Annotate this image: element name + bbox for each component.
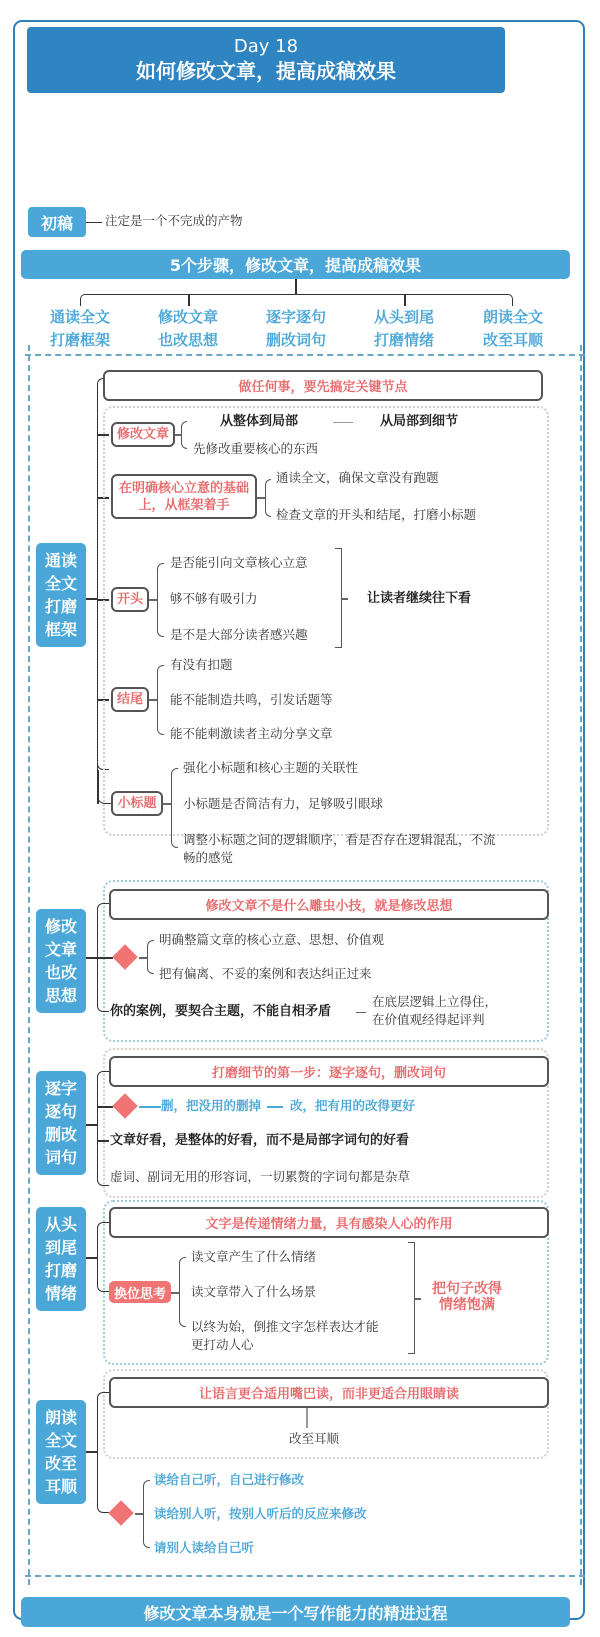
connector	[149, 599, 157, 601]
draft-text: 注定是一个不完成的产物	[105, 213, 243, 228]
weeds-rule: 虚词、副词无用的形容词，一切累赘的字词句都是杂草	[110, 1169, 411, 1184]
tag-line: 词句	[44, 1148, 77, 1167]
framework-item: 通读全文，确保文章没有跑题	[276, 470, 439, 485]
emotion-conclusion	[432, 1281, 502, 1313]
node-ending: 结尾	[111, 687, 149, 712]
section-tag-words	[36, 1071, 86, 1175]
headline-box: 让语言更合适用嘴巴读，而非更适合用眼睛读	[109, 1377, 549, 1408]
connector	[267, 1106, 283, 1108]
footer-banner: 修改文章本身就是一个写作能力的精进过程	[21, 1597, 570, 1627]
tag-line: 通读	[44, 551, 77, 570]
empathy-item: 读文章带入了什么场景	[191, 1284, 317, 1299]
tag-line: 打磨	[44, 1261, 77, 1280]
whole-to-part: 从整体到局部	[220, 414, 299, 429]
connector	[97, 957, 113, 959]
node-empathy: 换位思考	[109, 1281, 171, 1303]
connector	[295, 279, 297, 295]
step-3	[251, 306, 341, 352]
subtitle-item: 调整小标题之间的逻辑顺序，看是否存在逻辑混乱，不流	[183, 832, 496, 847]
ending-item: 能不能制造共鸣，引发话题等	[170, 692, 333, 707]
connector	[163, 803, 171, 805]
connector	[188, 294, 190, 306]
title-banner	[27, 27, 505, 93]
change-rule: 改，把有用的改得更好	[290, 1098, 416, 1113]
connector	[139, 957, 147, 959]
connector	[80, 294, 513, 306]
tag-line: 从头	[44, 1215, 77, 1234]
tag-line: 逐句	[44, 1102, 77, 1121]
read-aloud-item: 请别人读给自己听	[154, 1540, 255, 1555]
connector	[97, 740, 111, 804]
divider	[25, 1575, 585, 1577]
connector	[342, 598, 348, 600]
headline-box: 做任何事，要先搞定关键节点	[103, 370, 543, 401]
tag-line: 逐字	[44, 1079, 77, 1098]
connector	[179, 1257, 186, 1327]
thought-item: 明确整篇文章的核心立意、思想、价值观	[159, 932, 385, 947]
tag-line: 框架	[44, 620, 77, 639]
ending-item: 能不能刺激读者主动分享文章	[170, 726, 333, 741]
opening-item: 够不够有吸引力	[170, 591, 258, 606]
conclusion-line: 情绪饱满	[439, 1297, 495, 1313]
step-4-line2: 打磨情绪	[373, 331, 434, 349]
connector	[356, 1012, 366, 1013]
node-revise: 修改文章	[111, 422, 175, 447]
step-2-line1: 修改文章	[157, 308, 218, 326]
section-tag-read-aloud	[36, 1400, 86, 1504]
headline-box: 修改文章不是什么雕虫小技，就是修改思想	[109, 889, 549, 920]
read-aloud-sub: 改至耳顺	[289, 1431, 340, 1446]
connector	[181, 421, 187, 449]
case-detail: 在价值观经得起评判	[372, 1012, 485, 1027]
section-tag-framework	[36, 543, 86, 647]
tag-line: 思想	[44, 986, 77, 1005]
connector	[306, 1408, 308, 1428]
tag-line: 朗读	[44, 1408, 77, 1427]
connector	[97, 1140, 109, 1142]
connector	[147, 940, 154, 974]
connector	[257, 497, 265, 499]
connector	[171, 1292, 179, 1294]
connector	[157, 563, 164, 637]
thought-item: 把有偏离、不妥的案例和表达纠正过来	[159, 966, 372, 981]
connector	[97, 1222, 109, 1292]
connector	[97, 1392, 109, 1513]
connector	[86, 222, 102, 223]
divider	[580, 345, 582, 1585]
tag-line: 全文	[44, 574, 77, 593]
connector	[408, 1242, 415, 1354]
node-subtitle: 小标题	[111, 791, 163, 816]
step-1-line2: 打磨框架	[49, 331, 110, 349]
connector	[157, 665, 164, 735]
conclusion-line: 把句子改得	[432, 1281, 502, 1297]
revise-sub: 先修改重要核心的东西	[193, 441, 319, 456]
whole-rule: 文章好看，是整体的好看，而不是局部字词句的好看	[110, 1133, 410, 1148]
connector	[135, 1513, 143, 1515]
empathy-item: 读文章产生了什么情绪	[191, 1249, 317, 1264]
connector	[265, 479, 271, 517]
tag-line: 到尾	[44, 1238, 77, 1257]
node-line: 在明确核心立意的基础	[118, 480, 249, 496]
connector	[335, 548, 342, 648]
draft-tag: 初稿	[28, 207, 86, 237]
step-1	[35, 306, 125, 352]
framework-item: 检查文章的开头和结尾，打磨小标题	[276, 507, 477, 522]
connector	[333, 422, 353, 423]
connector	[97, 1071, 109, 1186]
step-3-line2: 删改词句	[265, 331, 326, 349]
connector	[404, 294, 406, 306]
case-detail: 在底层逻辑上立得住，	[372, 994, 498, 1009]
tag-line: 删改	[44, 1125, 77, 1144]
tag-line: 情绪	[44, 1284, 77, 1303]
step-4	[359, 306, 449, 352]
step-2-line2: 也改思想	[157, 331, 218, 349]
connector	[143, 1480, 150, 1548]
step-1-line1: 通读全文	[49, 308, 110, 326]
tag-line: 也改	[44, 963, 77, 982]
divider	[28, 345, 30, 1585]
day-label: Day 18	[233, 36, 299, 57]
subtitle-item: 畅的感觉	[183, 850, 234, 865]
step-4-line1: 从头到尾	[373, 308, 434, 326]
tag-line: 文章	[44, 940, 77, 959]
subtitle-item: 强化小标题和核心主题的关联性	[183, 760, 359, 775]
section-tag-emotion	[36, 1207, 86, 1311]
step-2	[143, 306, 233, 352]
headline-box: 打磨细节的第一步：逐字逐句，删改词句	[109, 1056, 549, 1087]
opening-item: 是不是大部分读者感兴趣	[170, 627, 308, 642]
empathy-item: 以终为始，倒推文字怎样表达才能	[191, 1319, 379, 1334]
tag-line: 打磨	[44, 597, 77, 616]
divider	[25, 354, 585, 356]
steps-banner: 5个步骤，修改文章，提高成稿效果	[21, 250, 570, 279]
step-5	[468, 306, 558, 352]
subtitle-item: 小标题是否简洁有力，足够吸引眼球	[183, 796, 384, 811]
page-title: 如何修改文章，提高成稿效果	[136, 59, 396, 83]
opening-conclusion: 让读者继续往下看	[367, 591, 472, 606]
read-aloud-item: 读给别人听，按别人听后的反应来修改	[154, 1506, 367, 1521]
connector	[97, 1106, 113, 1108]
node-framework	[111, 474, 257, 519]
read-aloud-item: 读给自己听，自己进行修改	[154, 1472, 305, 1487]
step-5-line1: 朗读全文	[482, 308, 543, 326]
node-opening: 开头	[111, 587, 149, 612]
part-to-detail: 从局部到细节	[380, 414, 459, 429]
node-line: 上，从框架着手	[138, 497, 230, 513]
tag-line: 全文	[44, 1431, 77, 1450]
section-tag-thought	[36, 909, 86, 1013]
connector	[415, 1298, 421, 1300]
step-5-line2: 改至耳顺	[482, 331, 543, 349]
empathy-item: 更打动人心	[191, 1337, 254, 1352]
connector	[171, 768, 178, 848]
tag-line: 改至	[44, 1454, 77, 1473]
connector	[139, 1106, 161, 1108]
ending-item: 有没有扣题	[170, 657, 233, 672]
case-rule: 你的案例，要契合主题，不能自相矛盾	[110, 1004, 332, 1019]
headline-box: 文字是传递情绪力量，具有感染人心的作用	[109, 1207, 549, 1238]
delete-rule: 删，把没用的删掉	[161, 1098, 262, 1113]
step-3-line1: 逐字逐句	[265, 308, 326, 326]
tag-line: 修改	[44, 917, 77, 936]
connector	[149, 699, 157, 701]
tag-line: 耳顺	[44, 1477, 77, 1496]
opening-item: 是否能引向文章核心立意	[170, 555, 308, 570]
